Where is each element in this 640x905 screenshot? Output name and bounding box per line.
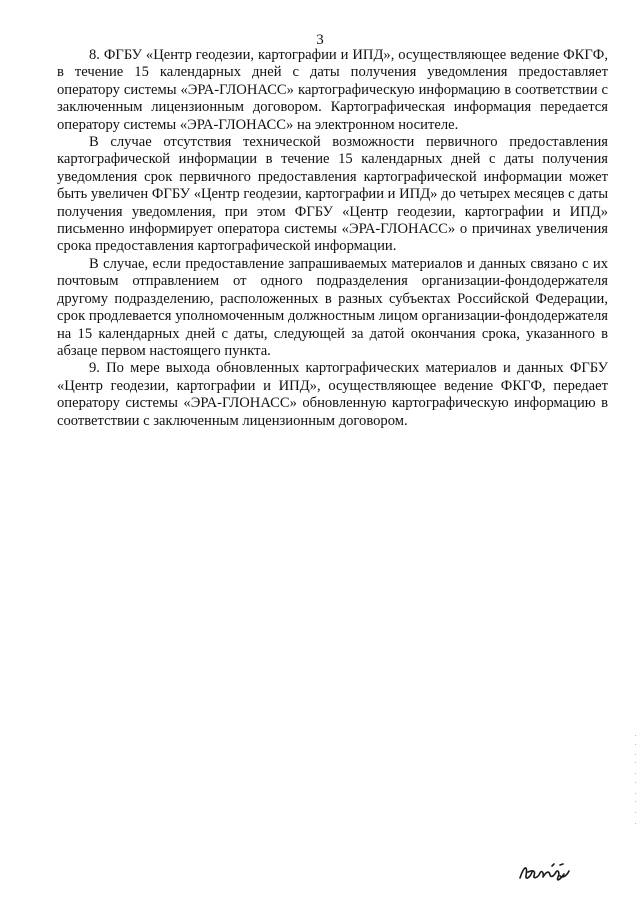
paragraph-postal-delivery: В случае, если предоставление запрашиваемых материалов и данных связано с их почтовым отправлением от одного подразделения организации-фондодержателя другому подразделению, расположенных в разных субъектах Российской Федерации, срок продлевается уполномоченным должностным лицом организации-фондодержателя на 15 календарных дней с даты, следующей за датой окончания срока, указанного в абзаце первом настоящего пункта.	[57, 255, 608, 359]
paragraph-item-8: 8. ФГБУ «Центр геодезии, картографии и ИПД», осуществляющее ведение ФКГФ, в течение 15 календарных дней с даты получения уведомления предоставляет оператору системы «ЭРА-ГЛОНАСС» картографическую информацию в соответствии с заключенным лицензионным договором. Картографическая информация передается оператору системы «ЭРА-ГЛОНАСС» на электронном носителе.	[57, 47, 608, 133]
paragraph-deadline-extension: В случае отсутствия технической возможности первичного предоставления картографической информации в течение 15 календарных дней с даты получения уведомления срок первичного предоставления картографической информации может быть увеличен ФГБУ «Центр геодезии, картографии и ИПД» до четырех месяцев с даты получения уведомления, при этом ФГБУ «Центр геодезии, картографии и ИПД» письменно информирует оператора системы «ЭРА-ГЛОНАСС» о причинах увеличения срока предоставления картографической информации.	[57, 134, 608, 255]
paragraph-item-9: 9. По мере выхода обновленных картографических материалов и данных ФГБУ «Центр геодезии, картографии и ИПД», осуществляющее ведение ФКГФ, передает оператору системы «ЭРА-ГЛОНАСС» обновленную картографическую информацию в соответствии с заключенным лицензионным договором.	[57, 360, 608, 429]
scan-artifact-marks	[635, 735, 637, 825]
page-number: 3	[316, 32, 324, 48]
document-body	[57, 47, 608, 430]
handwritten-initials-signature	[516, 858, 576, 884]
